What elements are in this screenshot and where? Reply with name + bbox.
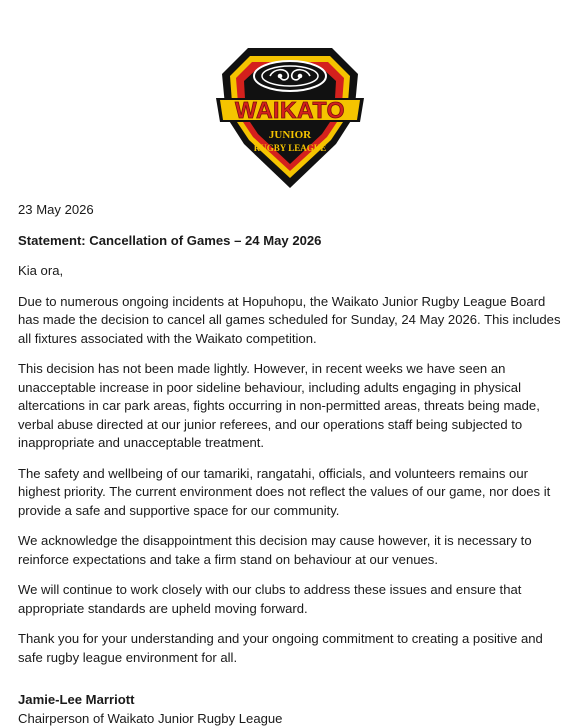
letter-paragraph: This decision has not been made lightly. However, in recent weeks we have seen an unacceptable increase in poor sideline behaviour, including adults engaging in physical altercations in car park areas, fights occurring in non-permitted areas, threats being made, verbal abuse directed at our junior referees, and our operations staff being subjected to inappropriate and unacceptable treatment. bbox=[18, 360, 566, 453]
letter-date: 23 May 2026 bbox=[18, 201, 566, 220]
letter-body bbox=[18, 201, 566, 728]
letter-paragraph: Due to numerous ongoing incidents at Hopuhopu, the Waikato Junior Rugby League Board has made the decision to cancel all games scheduled for Sunday, 24 May 2026. This includes all fixtures associated with the Waikato competition. bbox=[18, 293, 566, 349]
logo-line-junior: JUNIOR bbox=[269, 129, 312, 141]
letter-paragraph: The safety and wellbeing of our tamariki, rangatahi, officials, and volunteers remains our highest priority. The current environment does not reflect the values of our game, nor does it provide a safe and supportive space for our community. bbox=[18, 465, 566, 521]
letter-paragraph: We will continue to work closely with our clubs to address these issues and ensure that appropriate standards are upheld moving forward. bbox=[18, 581, 566, 618]
letter-greeting: Kia ora, bbox=[18, 262, 566, 281]
signature-name: Jamie-Lee Marriott bbox=[18, 691, 566, 710]
logo-wordmark: WAIKATO bbox=[235, 97, 345, 123]
signature-role: Chairperson of Waikato Junior Rugby League bbox=[18, 710, 566, 728]
waikato-junior-rugby-league-logo bbox=[208, 40, 372, 192]
letter-title: Statement: Cancellation of Games – 24 May 2026 bbox=[18, 232, 566, 251]
letter-paragraph: We acknowledge the disappointment this decision may cause however, it is necessary to reinforce expectations and take a firm stand on behaviour at our venues. bbox=[18, 532, 566, 569]
letter-paragraph: Thank you for your understanding and your ongoing commitment to creating a positive and safe rugby league environment for all. bbox=[18, 630, 566, 667]
logo-line-rugby-league: RUGBY LEAGUE bbox=[254, 143, 326, 153]
